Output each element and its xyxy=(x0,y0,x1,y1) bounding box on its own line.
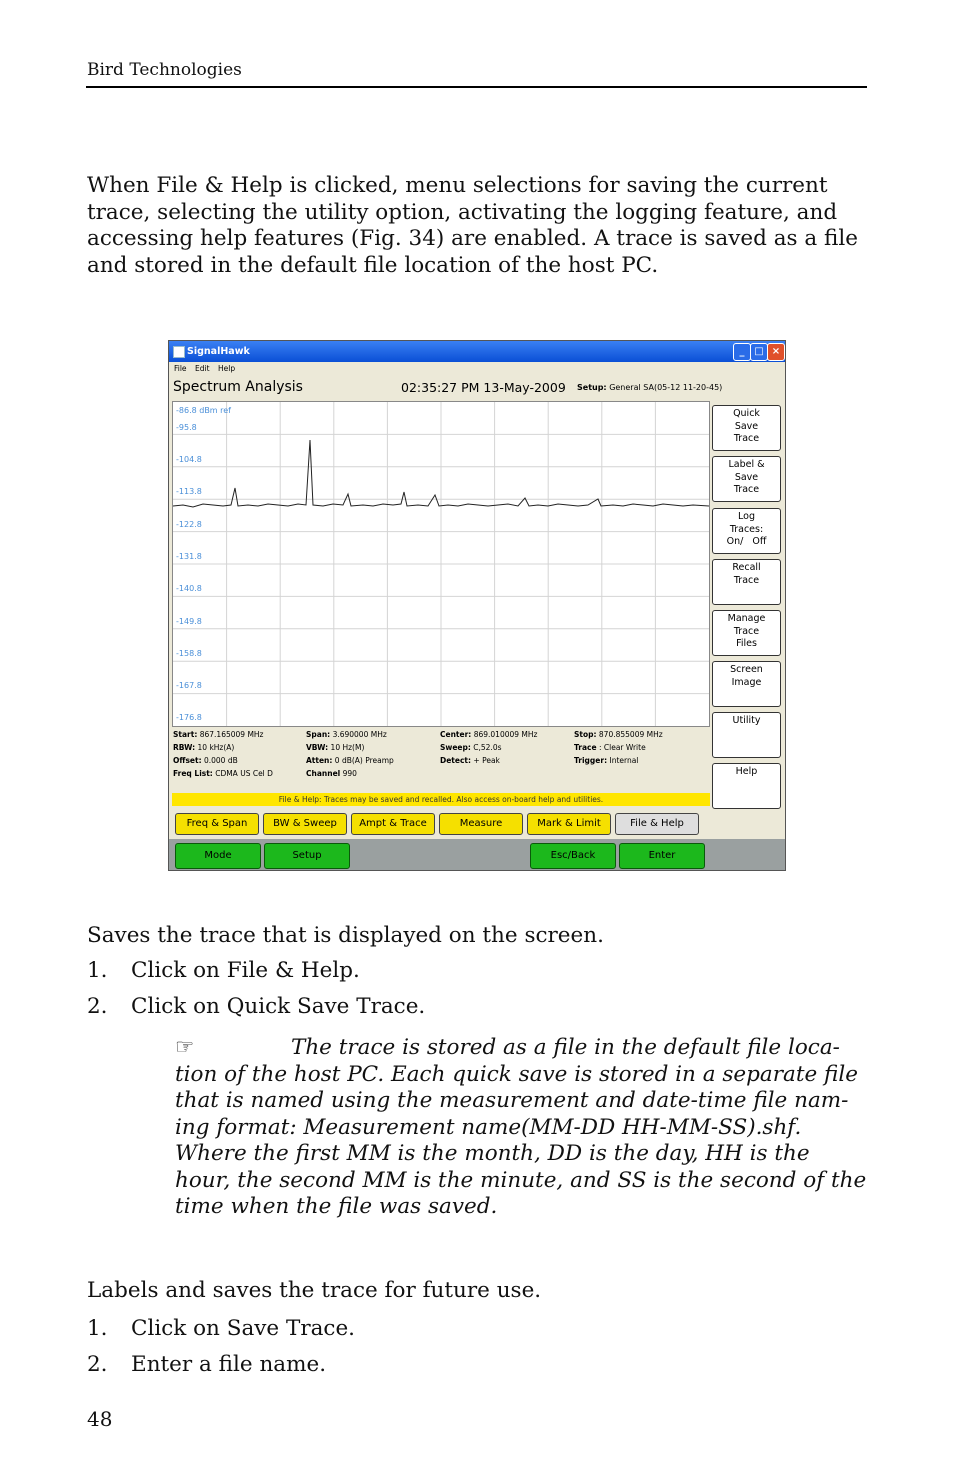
y-tick: -131.8 xyxy=(176,552,202,561)
note-line: that is named using the measurement and date-time file nam- xyxy=(175,1088,849,1113)
title-bar xyxy=(169,341,785,362)
info-freq-list: Freq List: CDMA US Cel D xyxy=(173,769,273,778)
app-title: Spectrum Analysis xyxy=(173,379,303,395)
menu-file[interactable]: File xyxy=(174,364,187,373)
y-tick: -104.8 xyxy=(176,455,202,464)
pointing-hand-icon: ☞ xyxy=(175,1035,195,1060)
minimize-icon[interactable]: _ xyxy=(733,343,751,361)
maximize-icon[interactable]: □ xyxy=(750,343,768,361)
intro-line: and stored in the default file location of the host PC. xyxy=(87,252,659,278)
status-bar: File & Help: Traces may be saved and recalled. Also access on-board help and utilities. xyxy=(172,793,710,806)
grid xyxy=(173,402,709,726)
setup-readout xyxy=(577,383,722,392)
note-line: Where the first MM is the month, DD is the day, HH is the xyxy=(175,1141,810,1166)
setup-label: Setup: xyxy=(577,383,607,392)
recall-trace-button[interactable]: Recall Trace xyxy=(712,559,781,605)
info-span: Span: 3.690000 MHz xyxy=(306,730,387,739)
tab-mark-limit[interactable]: Mark & Limit xyxy=(527,813,611,835)
datetime-readout: 02:35:27 PM 13-May-2009 xyxy=(401,380,566,395)
info-start: Start: 867.165009 MHz xyxy=(173,730,264,739)
step-click-save-trace: Click on Save Trace. xyxy=(131,1316,356,1341)
utility-button[interactable]: Utility xyxy=(712,712,781,758)
info-stop: Stop: 870.855009 MHz xyxy=(574,730,663,739)
setup-value: General SA(05-12 11-20-45) xyxy=(609,383,723,392)
tab-file-help[interactable]: File & Help xyxy=(615,813,699,835)
list-number: 1. xyxy=(87,1316,108,1341)
esc-back-button[interactable]: Esc/Back xyxy=(530,843,616,869)
step-enter-file-name: Enter a file name. xyxy=(131,1352,327,1377)
info-channel: Channel 990 xyxy=(306,769,357,778)
tab-freq-span[interactable]: Freq & Span xyxy=(175,813,259,835)
note-line: ☞ The trace is stored as a file in the default file loca- xyxy=(175,1035,840,1060)
list-number: 2. xyxy=(87,994,108,1019)
quick-save-trace-button[interactable]: Quick Save Trace xyxy=(712,405,781,451)
app-icon xyxy=(173,346,185,358)
info-trigger: Trigger: Internal xyxy=(574,756,639,765)
section2-description: Labels and saves the trace for future use. xyxy=(87,1278,542,1303)
window-title: SignalHawk xyxy=(187,346,250,357)
y-tick: -113.8 xyxy=(176,487,202,496)
intro-paragraph xyxy=(87,173,877,279)
intro-line: accessing help features (Fig. 34) are enabled. A trace is saved as a file xyxy=(87,226,858,251)
intro-line: trace, selecting the utility option, activating the logging feature, and xyxy=(87,199,838,225)
y-tick: -158.8 xyxy=(176,649,202,658)
page-number: 48 xyxy=(87,1407,113,1431)
tab-ampt-trace[interactable]: Ampt & Trace xyxy=(351,813,435,835)
info-center: Center: 869.010009 MHz xyxy=(440,730,538,739)
y-tick-labels xyxy=(176,423,202,722)
y-tick: -140.8 xyxy=(176,584,202,593)
menu-help[interactable]: Help xyxy=(218,364,236,373)
header-rule xyxy=(86,86,867,88)
step-click-quick-save: Click on Quick Save Trace. xyxy=(131,994,426,1019)
note-block xyxy=(175,1035,875,1221)
menu-bar xyxy=(169,362,785,375)
list-number: 2. xyxy=(87,1352,108,1377)
setup-button[interactable]: Setup xyxy=(264,843,350,869)
label-save-trace-button[interactable]: Label & Save Trace xyxy=(712,456,781,502)
info-sweep: Sweep: C,52.0s xyxy=(440,743,502,752)
list-number: 1. xyxy=(87,958,108,983)
spectrum-plot xyxy=(172,401,710,727)
note-line: tion of the host PC. Each quick save is stored in a separate file xyxy=(175,1061,858,1087)
screen-image-button[interactable]: Screen Image xyxy=(712,661,781,707)
tab-measure[interactable]: Measure xyxy=(439,813,523,835)
tab-bw-sweep[interactable]: BW & Sweep xyxy=(263,813,347,835)
note-line: ing format: Measurement name(MM-DD HH-MM-SS).shf. xyxy=(175,1114,802,1140)
enter-button[interactable]: Enter xyxy=(619,843,705,869)
step-click-file-help: Click on File & Help. xyxy=(131,958,360,983)
info-vbw: VBW: 10 Hz(M) xyxy=(306,743,365,752)
y-tick: -95.8 xyxy=(176,423,197,432)
log-traces-button[interactable]: Log Traces: On/ Off xyxy=(712,508,781,554)
spectrum-svg xyxy=(173,402,709,726)
ref-level-label: -86.8 dBm ref xyxy=(176,406,231,415)
info-trace: Trace : Clear Write xyxy=(574,743,646,752)
info-atten: Atten: 0 dB(A) Preamp xyxy=(306,756,394,765)
manage-trace-files-button[interactable]: Manage Trace Files xyxy=(712,610,781,656)
menu-edit[interactable]: Edit xyxy=(195,364,210,373)
info-offset: Offset: 0.000 dB xyxy=(173,756,238,765)
running-header: Bird Technologies xyxy=(87,60,242,80)
note-line: time when the file was saved. xyxy=(175,1194,498,1219)
note-line: hour, the second MM is the minute, and SS is the second of the xyxy=(175,1167,867,1193)
y-tick: -167.8 xyxy=(176,681,202,690)
mode-button[interactable]: Mode xyxy=(175,843,261,869)
close-icon[interactable]: × xyxy=(767,343,785,361)
info-rbw: RBW: 10 kHz(A) xyxy=(173,743,235,752)
signalhawk-screenshot xyxy=(168,340,786,871)
help-button[interactable]: Help xyxy=(712,763,781,809)
intro-line: When File & Help is clicked, menu selections for saving the current xyxy=(87,173,828,198)
y-tick: -176.8 xyxy=(176,713,202,722)
section1-description: Saves the trace that is displayed on the screen. xyxy=(87,923,604,948)
info-detect: Detect: + Peak xyxy=(440,756,500,765)
y-tick: -122.8 xyxy=(176,520,202,529)
y-tick: -149.8 xyxy=(176,617,202,626)
